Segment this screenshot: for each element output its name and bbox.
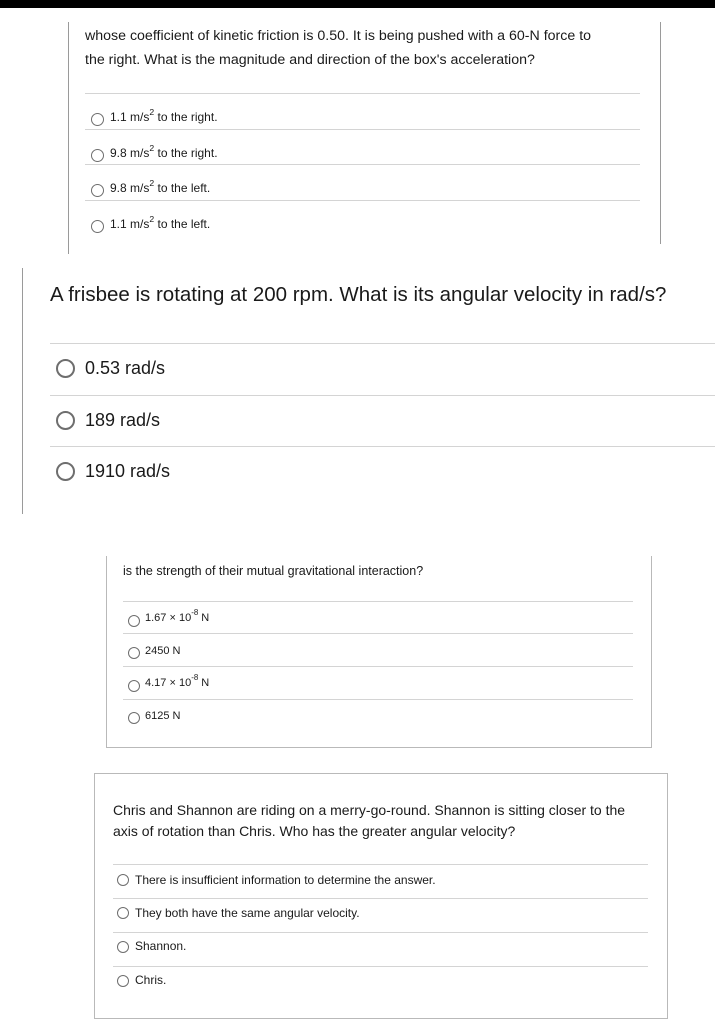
radio-button[interactable] bbox=[91, 149, 104, 162]
q4-stem-line2: axis of rotation than Chris. Who has the greater angular velocity? bbox=[113, 823, 516, 839]
option-label: Shannon. bbox=[135, 939, 187, 953]
radio-button[interactable] bbox=[56, 359, 75, 378]
q3-card bbox=[106, 556, 652, 748]
divider bbox=[113, 898, 648, 899]
divider bbox=[113, 966, 648, 967]
divider bbox=[50, 395, 715, 396]
option-label: There is insufficient information to determine the answer. bbox=[135, 873, 436, 887]
q1-stem-line1: whose coefficient of kinetic friction is 0.50. It is being pushed with a 60-N force to bbox=[85, 28, 592, 44]
divider bbox=[113, 864, 648, 865]
radio-button[interactable] bbox=[128, 615, 140, 627]
divider bbox=[123, 699, 633, 700]
radio-button[interactable] bbox=[117, 874, 129, 886]
option-label: 1.1 $m/s^2$ to the left. bbox=[110, 213, 211, 231]
q4-stem-line1: Chris and Shannon are riding on a merry-go-round. Shannon is sitting closer to the bbox=[113, 802, 626, 818]
divider bbox=[50, 446, 715, 447]
radio-button[interactable] bbox=[128, 680, 140, 692]
q1-left-border bbox=[68, 22, 69, 254]
option-label: They both have the same angular velocity. bbox=[135, 906, 360, 920]
q2-stem: A frisbee is rotating at 200 rpm. What is its angular velocity in rad/s? bbox=[50, 283, 667, 306]
option-label: 1.1 $m/s^2$ to the right. bbox=[110, 106, 218, 124]
radio-button[interactable] bbox=[117, 975, 129, 987]
divider bbox=[85, 200, 640, 201]
option-label: 0.53 rad/s bbox=[85, 358, 166, 378]
q3-stem: is the strength of their mutual gravitational interaction? bbox=[123, 564, 424, 578]
option-label: 6125 N bbox=[145, 710, 181, 722]
q1-stem-line2: the right. What is the magnitude and direction of the box's acceleration? bbox=[85, 52, 535, 68]
q2-left-border bbox=[22, 268, 23, 514]
divider bbox=[85, 164, 640, 165]
option-label: $4.17 \times 10^{-8}$ N bbox=[145, 673, 210, 689]
divider bbox=[123, 633, 633, 634]
radio-button[interactable] bbox=[56, 411, 75, 430]
divider bbox=[50, 343, 715, 344]
option-label: 9.8 $m/s^2$ to the left. bbox=[110, 177, 211, 195]
option-label: Chris. bbox=[135, 973, 167, 987]
top-black-bar bbox=[0, 0, 715, 8]
option-label: 189 rad/s bbox=[85, 410, 161, 430]
radio-button[interactable] bbox=[56, 462, 75, 481]
radio-button[interactable] bbox=[128, 647, 140, 659]
divider bbox=[123, 666, 633, 667]
option-label: $1.67 \times 10^{-8}$ N bbox=[145, 608, 210, 624]
option-label: 9.8 $m/s^2$ to the right. bbox=[110, 142, 218, 160]
option-label: 2450 N bbox=[145, 645, 181, 657]
radio-button[interactable] bbox=[91, 184, 104, 197]
radio-button[interactable] bbox=[128, 712, 140, 724]
radio-button[interactable] bbox=[91, 113, 104, 126]
divider bbox=[123, 601, 633, 602]
radio-button[interactable] bbox=[117, 941, 129, 953]
radio-button[interactable] bbox=[117, 907, 129, 919]
divider bbox=[85, 93, 640, 94]
option-label: 1910 rad/s bbox=[85, 461, 171, 481]
q1-right-border bbox=[660, 22, 661, 244]
divider bbox=[85, 129, 640, 130]
radio-button[interactable] bbox=[91, 220, 104, 233]
divider bbox=[113, 932, 648, 933]
